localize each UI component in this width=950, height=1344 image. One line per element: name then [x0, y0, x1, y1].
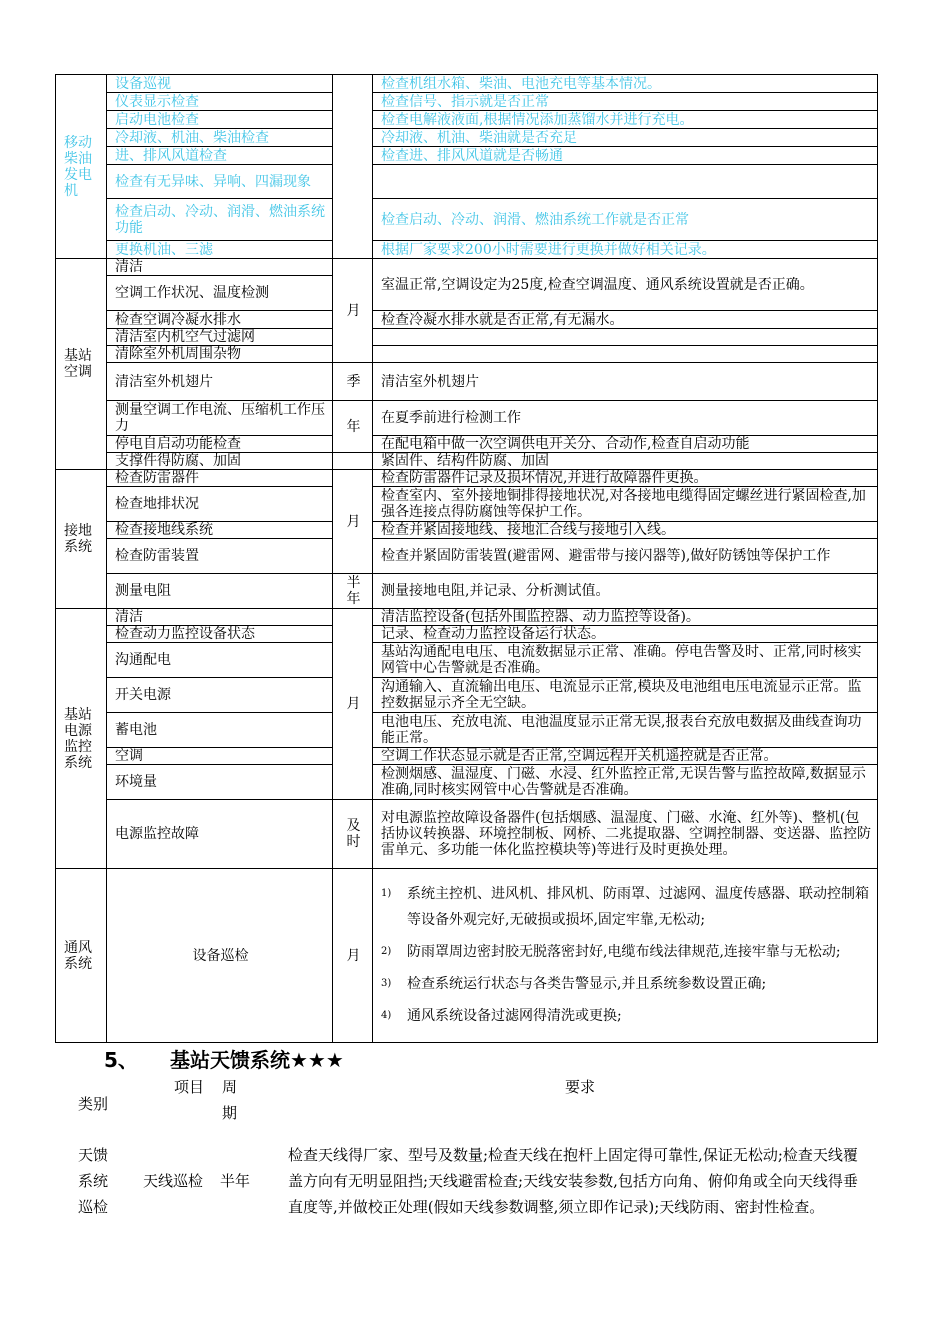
table-row	[56, 748, 878, 765]
category-grounding: 接地 系统	[56, 470, 107, 609]
table-row	[56, 574, 878, 609]
period-cell	[333, 75, 373, 259]
item-cell: 检查有无异味、异响、四漏现象	[107, 165, 333, 199]
list-item	[381, 971, 871, 997]
table-row	[56, 713, 878, 748]
period-cell: 半 年	[333, 574, 373, 609]
category-monitor: 基站 电源 监控 系统	[56, 609, 107, 869]
list-text: 系统主控机、进风机、排风机、防雨罩、过滤网、温度传感器、联动控制箱等设备外观完好,无破损或损坏,固定牢靠,无松动;	[407, 885, 869, 928]
item-cell: 测量空调工作电流、压缩机工作压力	[107, 401, 333, 436]
section-title: 基站天馈系统★★★	[170, 1048, 344, 1072]
requirement-cell: 基站沟通配电电压、电流数据显示正常、准确。停电告警及时、正常,同时核实网管中心告警就是否准确。	[373, 643, 878, 678]
period-cell: 半年	[220, 1172, 251, 1190]
table-row	[56, 539, 878, 574]
category-antenna: 天馈 系统 巡检	[78, 1146, 109, 1216]
requirement-cell: 检查信号、指示就是否正常	[373, 93, 878, 111]
requirement-cell: 清洁监控设备(包括外围监控器、动力监控等设备)。	[373, 609, 878, 626]
list-number: 3)	[381, 977, 392, 989]
item-cell: 空调工作状况、温度检测	[107, 276, 333, 311]
item-cell: 环境量	[107, 765, 333, 800]
section-index: 5、	[104, 1048, 138, 1072]
requirement-cell	[373, 329, 878, 346]
list-number: 1)	[381, 887, 392, 899]
list-text: 防雨罩周边密封胶无脱落密封好,电缆布线法律规范,连接牢靠与无松动;	[407, 943, 841, 960]
item-cell: 清洁室外机翅片	[107, 363, 333, 401]
table-row	[56, 75, 878, 93]
table-row	[56, 311, 878, 329]
table-row	[56, 765, 878, 800]
table-row	[56, 93, 878, 111]
item-cell: 检查接地线系统	[107, 522, 333, 539]
table-row	[56, 329, 878, 346]
table-row	[72, 1128, 878, 1234]
item-cell: 蓄电池	[107, 713, 333, 748]
item-cell: 天线巡检	[142, 1172, 203, 1190]
category-generator: 移动 柴油 发电 机	[56, 75, 107, 259]
requirement-cell: 检查防雷器件记录及损坏情况,并进行故障器件更换。	[373, 470, 878, 487]
item-cell: 冷却液、机油、柴油检查	[107, 129, 333, 147]
table-row	[56, 453, 878, 470]
requirement-cell	[373, 869, 878, 1043]
table-row	[56, 129, 878, 147]
requirement-cell: 沟通输入、直流输出电压、电流显示正常,模块及电池组电压电流显示正常。监控数据显示齐全无空缺。	[373, 678, 878, 713]
item-cell: 更换机油、三滤	[107, 241, 333, 259]
table-row	[56, 165, 878, 199]
table-header-row	[72, 1066, 878, 1128]
item-cell: 清洁室内机空气过滤网	[107, 329, 333, 346]
requirement-cell: 检测烟感、温湿度、门磁、水浸、红外监控正常,无误告警与监控故障,数据显示准确,同时核实网管中心告警就是否准确。	[373, 765, 878, 800]
category-aircon: 基站 空调	[56, 259, 107, 470]
item-cell: 清洁	[107, 259, 333, 276]
requirement-cell: 在夏季前进行检测工作	[373, 401, 878, 436]
period-cell: 及 时	[333, 800, 373, 869]
requirement-cell: 检查室内、室外接地铜排得接地状况,对各接地电缆得固定螺丝进行紧固检查,加强各连接点得防腐蚀等保护工作。	[373, 487, 878, 522]
item-cell: 清洁	[107, 609, 333, 626]
category-ventilation: 通风 系统	[56, 869, 107, 1043]
table-row	[56, 609, 878, 626]
item-cell: 电源监控故障	[107, 800, 333, 869]
requirement-cell: 检查天线得厂家、型号及数量;检查天线在抱杆上固定得可靠性,保证无松动;检查天线覆盖方向有无明显阻挡;天线避雷检查;天线安装参数,包括方向角、俯仰角或全向天线得垂直度等,并做校正处理(假如天线参数调整,须立即作记录);天线防雨、密封性检查。	[288, 1146, 858, 1216]
list-text: 检查系统运行状态与各类告警显示,并且系统参数设置正确;	[407, 975, 767, 992]
requirement-cell: 检查启动、冷动、润滑、燃油系统工作就是否正常	[373, 199, 878, 241]
table-row	[56, 241, 878, 259]
list-number: 2)	[381, 945, 392, 957]
requirement-cell: 检查并紧固接地线、接地汇合线与接地引入线。	[373, 522, 878, 539]
period-cell: 月	[333, 259, 373, 363]
item-cell: 支撑件得防腐、加固	[107, 453, 333, 470]
list-item	[381, 939, 871, 965]
list-text: 通风系统设备过滤网得清洗或更换;	[407, 1007, 622, 1024]
maintenance-table	[55, 74, 878, 1043]
table-row	[56, 147, 878, 165]
item-cell: 检查防雷装置	[107, 539, 333, 574]
requirement-cell: 紧固件、结构件防腐、加固	[373, 453, 878, 470]
table-row	[56, 869, 878, 1043]
requirement-cell: 记录、检查动力监控设备运行状态。	[373, 626, 878, 643]
period-cell: 月	[333, 609, 373, 800]
item-cell: 检查地排状况	[107, 487, 333, 522]
requirement-cell: 室温正常,空调设定为25度,检查空调温度、通风系统设置就是否正确。	[373, 259, 878, 311]
period-cell: 月	[333, 869, 373, 1043]
list-number: 4)	[381, 1009, 392, 1021]
item-cell: 进、排风风道检查	[107, 147, 333, 165]
requirement-cell: 根据厂家要求200小时需要进行更换并做好相关记录。	[373, 241, 878, 259]
requirement-cell: 测量接地电阻,并记录、分析测试值。	[373, 574, 878, 609]
table-row	[56, 470, 878, 487]
header-requirement: 要求	[564, 1078, 595, 1096]
item-cell: 开关电源	[107, 678, 333, 713]
item-cell: 空调	[107, 748, 333, 765]
table-row	[56, 800, 878, 869]
table-row	[56, 346, 878, 363]
item-cell: 沟通配电	[107, 643, 333, 678]
period-cell: 年	[333, 401, 373, 453]
header-period: 周 期	[222, 1078, 238, 1122]
table-row	[56, 111, 878, 129]
table-row	[56, 259, 878, 276]
requirement-cell: 电池电压、充放电流、电池温度显示正常无误,报表台充放电数据及曲线查询功能正常。	[373, 713, 878, 748]
list-item	[381, 881, 871, 933]
item-cell: 仪表显示检查	[107, 93, 333, 111]
item-cell: 设备巡检	[107, 869, 333, 1043]
item-cell: 测量电阻	[107, 574, 333, 609]
item-cell: 清除室外机周围杂物	[107, 346, 333, 363]
period-cell: 月	[333, 470, 373, 574]
header-item: 项目	[173, 1078, 204, 1096]
period-cell	[333, 453, 373, 470]
table-row	[56, 678, 878, 713]
item-cell: 检查动力监控设备状态	[107, 626, 333, 643]
table-row	[56, 522, 878, 539]
table-row	[56, 436, 878, 453]
period-cell: 季	[333, 363, 373, 401]
item-cell: 停电自启动功能检查	[107, 436, 333, 453]
requirement-cell: 冷却液、机油、柴油就是否充足	[373, 129, 878, 147]
item-cell: 检查空调冷凝水排水	[107, 311, 333, 329]
item-cell: 设备巡视	[107, 75, 333, 93]
requirement-cell: 检查机组水箱、柴油、电池充电等基本情况。	[373, 75, 878, 93]
requirement-cell: 在配电箱中做一次空调供电开关分、合动作,检查自启动功能	[373, 436, 878, 453]
header-category: 类别	[78, 1095, 109, 1113]
table-row	[56, 199, 878, 241]
item-cell: 检查防雷器件	[107, 470, 333, 487]
requirement-cell: 检查并紧固防雷装置(避雷网、避雷带与接闪器等),做好防锈蚀等保护工作	[373, 539, 878, 574]
table-row	[56, 487, 878, 522]
item-cell: 检查启动、冷动、润滑、燃油系统功能	[107, 199, 333, 241]
requirement-cell: 检查冷凝水排水就是否正常,有无漏水。	[373, 311, 878, 329]
table-row	[56, 626, 878, 643]
table-row	[56, 401, 878, 436]
requirement-cell: 空调工作状态显示就是否正常,空调远程开关机遥控就是否正常。	[373, 748, 878, 765]
item-cell: 启动电池检查	[107, 111, 333, 129]
ventilation-list	[381, 881, 871, 1029]
requirement-cell	[373, 165, 878, 199]
requirement-cell: 检查进、排风风道就是否畅通	[373, 147, 878, 165]
requirement-cell: 检查电解液液面,根据情况添加蒸馏水并进行充电。	[373, 111, 878, 129]
list-item	[381, 1003, 871, 1029]
requirement-cell: 对电源监控故障设备器件(包括烟感、温湿度、门磁、水淹、红外等)、整机(包括协议转换器、环境控制板、网桥、二兆提取器、空调控制器、变送器、监控防雷单元、多功能一体化监控模块等)等进行及时更换处理。	[373, 800, 878, 869]
requirement-cell: 清洁室外机翅片	[373, 363, 878, 401]
table-row	[56, 643, 878, 678]
requirement-cell	[373, 346, 878, 363]
table-row	[56, 363, 878, 401]
antenna-table	[72, 1066, 878, 1234]
